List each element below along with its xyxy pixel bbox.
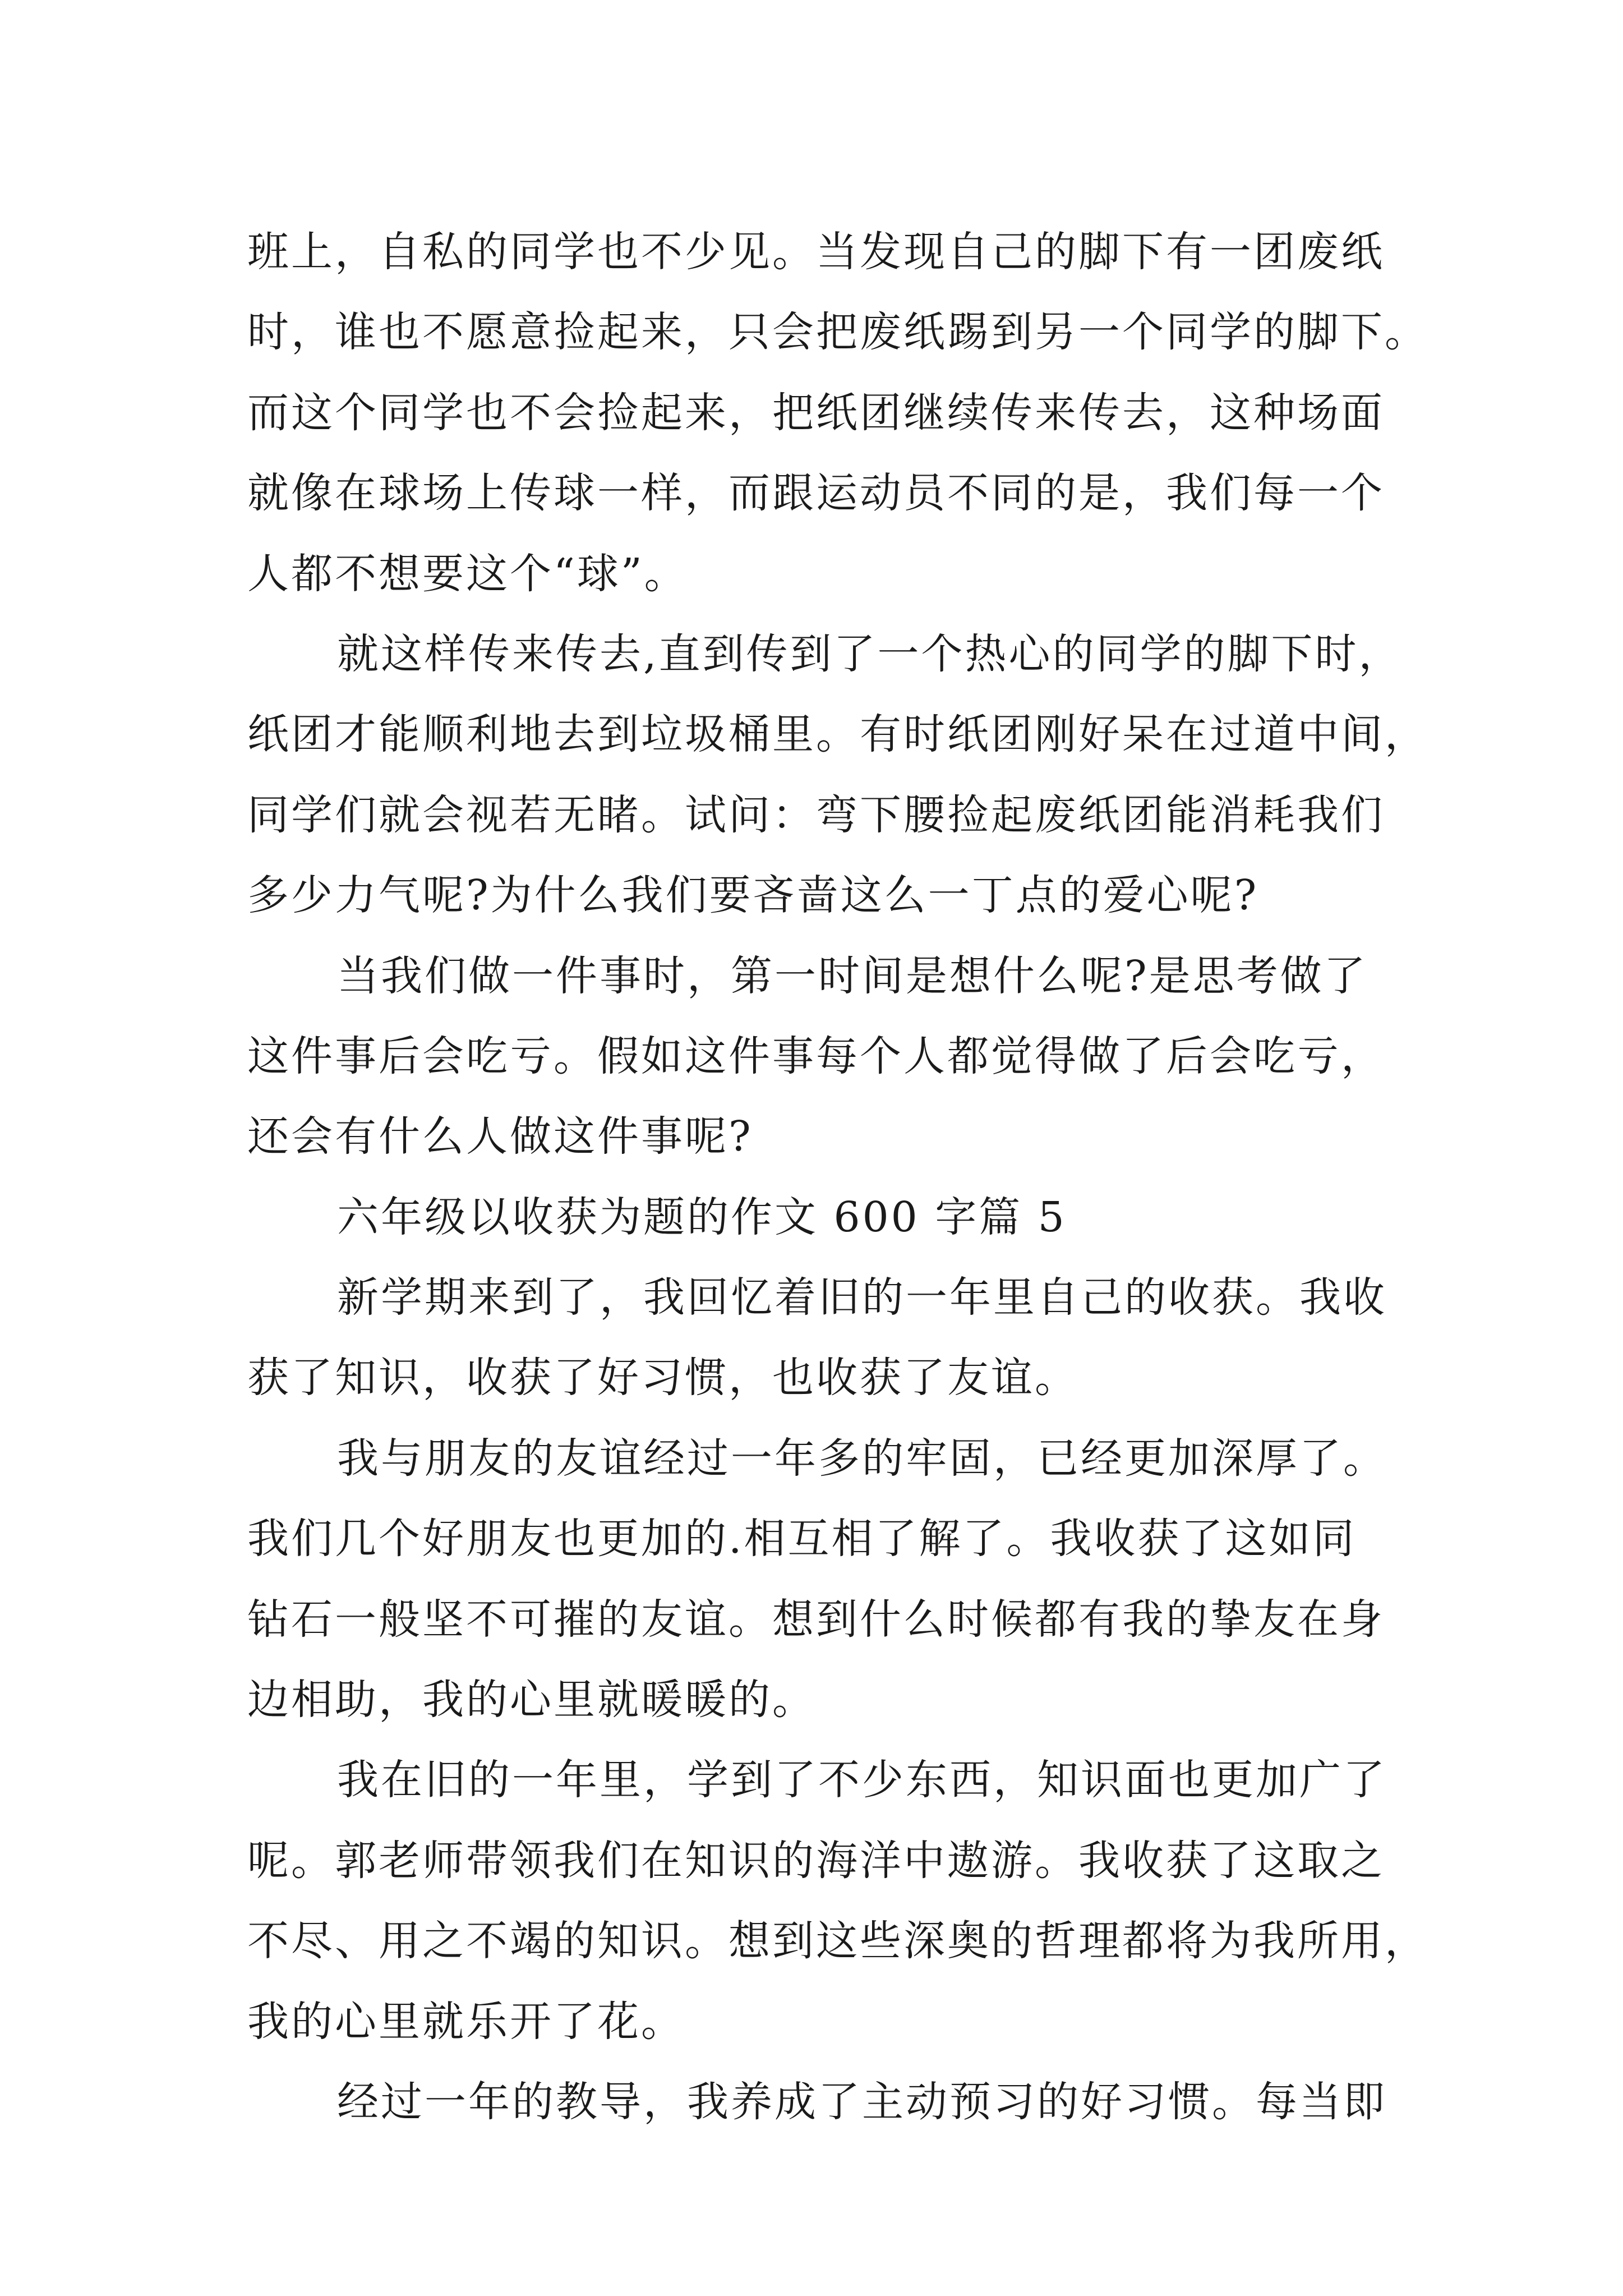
paragraph	[247, 614, 1428, 936]
paragraph-line: 还会有什么人做这件事呢?	[247, 1112, 753, 1161]
section-heading	[247, 1177, 1403, 1258]
paragraph	[247, 1740, 1428, 2062]
paragraph	[247, 1419, 1403, 1741]
paragraph-line: 多少力气呢?为什么我们要吝啬这么一丁点的爱心呢?	[247, 871, 1259, 920]
paragraph-line: 新学期来到了，我回忆着旧的一年里自己的收获。我收	[337, 1273, 1387, 1322]
paragraph-line: 我与朋友的友谊经过一年多的牢固，已经更加深厚了。	[337, 1434, 1387, 1483]
paragraph-line: 纸团才能顺利地去到垃圾桶里。有时纸团刚好呆在过道中间，	[247, 710, 1428, 759]
paragraph-line: 而这个同学也不会捡起来，把纸团继续传来传去，这种场面	[247, 388, 1385, 437]
paragraph-line: 人都不想要这个“球”。	[247, 549, 688, 598]
body-text	[247, 212, 1428, 2142]
section-heading-text: 六年级以收获为题的作文 600 字篇 5	[337, 1193, 1067, 1241]
paragraph-line: 钻石一般坚不可摧的友谊。想到什么时候都有我的挚友在身	[247, 1595, 1385, 1644]
paragraph-line: 我的心里就乐开了花。	[247, 1997, 685, 2046]
paragraph-line: 就像在球场上传球一样，而跟运动员不同的是，我们每一个	[247, 469, 1385, 518]
paragraph-line: 就这样传来传去,直到传到了一个热心的同学的脚下时，	[337, 629, 1403, 678]
paragraph-line: 我在旧的一年里，学到了不少东西，知识面也更加广了	[337, 1756, 1387, 1805]
paragraph-line: 我们几个好朋友也更加的.相互相了解了。我收获了这如同	[247, 1515, 1357, 1563]
paragraph-line: 经过一年的教导，我养成了主动预习的好习惯。每当即	[337, 2077, 1387, 2126]
paragraph	[247, 2062, 1403, 2142]
paragraph-line: 边相助，我的心里就暖暖的。	[247, 1676, 816, 1724]
paragraph-line: 当我们做一件事时，第一时间是想什么呢?是思考做了	[337, 951, 1368, 1000]
paragraph-line: 这件事后会吃亏。假如这件事每个人都觉得做了后会吃亏，	[247, 1032, 1385, 1080]
paragraph-line: 同学们就会视若无睹。试问：弯下腰捡起废纸团能消耗我们	[247, 790, 1385, 839]
paragraph-line: 呢。郭老师带领我们在知识的海洋中遨游。我收获了这取之	[247, 1836, 1385, 1885]
paragraph-line: 班上，自私的同学也不少见。当发现自己的脚下有一团废纸	[247, 228, 1385, 276]
paragraph-line: 不尽、用之不竭的知识。想到这些深奥的哲理都将为我所用，	[247, 1917, 1428, 1966]
paragraph	[247, 1258, 1403, 1419]
paragraph-line: 时，谁也不愿意捡起来，只会把废纸踢到另一个同学的脚下。	[247, 308, 1428, 357]
paragraph	[247, 936, 1403, 1177]
paragraph	[247, 212, 1428, 614]
paragraph-line: 获了知识，收获了好习惯，也收获了友谊。	[247, 1354, 1078, 1402]
